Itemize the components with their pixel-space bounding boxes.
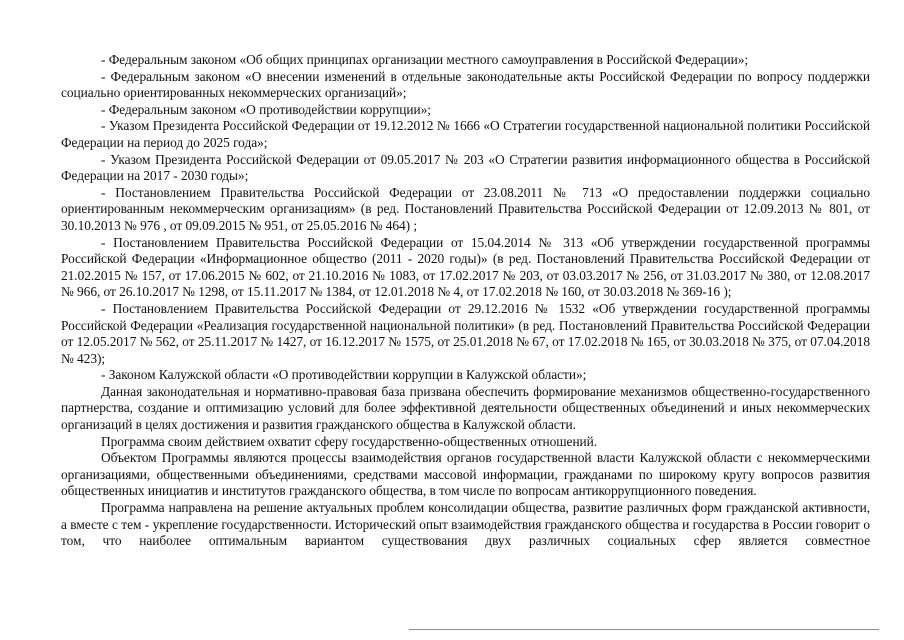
paragraph-program-object: Объектом Программы являются процессы взаимодействия органов государственной власти Калужской области с некоммерческими организациями, общественными объединениями, средствами массовой информации, гражданами по широкому кругу вопросов развития общественных инициатив и институтов гражданского общества, в том числе по вопросам антикоррупционного поведения. (61, 450, 870, 499)
paragraph-federal-law-nonprofit-support: - Федеральным законом «О внесении изменений в отдельные законодательные акты Российской Федерации по вопросу поддержки социально ориентированных некоммерческих организаций»; (61, 68, 870, 101)
paragraph-decree-information-society: - Указом Президента Российской Федерации от 09.05.2017 № 203 «О Стратегии развития информационного общества в Российской Федерации на 2017 - 2030 годы»; (61, 151, 870, 184)
footer-divider (409, 629, 879, 630)
paragraph-program-direction: Программа направлена на решение актуальных проблем консолидации общества, развитие различных форм гражданской активности, а вместе с тем - укрепление государственности. Исторический опыт взаимодействия гражданского общества и государства в России говорит о том, что наиболее оптимальным вариантом существования двух различных социальных сфер является совместное (61, 500, 870, 549)
paragraph-legal-base-purpose: Данная законодательная и нормативно-правовая база призвана обеспечить формирование механизмов общественно-государственного партнерства, создание и оптимизацию условий для более эффективной деятельности общественных объединений и иных некоммерческих организаций в целях достижения и развития гражданского общества в Калужской области. (61, 383, 870, 433)
paragraph-federal-law-anticorruption: - Федеральным законом «О противодействии коррупции»; (101, 101, 431, 117)
paragraph-program-scope: Программа своим действием охватит сферу государственно-общественных отношений. (101, 433, 598, 449)
paragraph-kaluga-anticorruption-law: - Законом Калужской области «О противодействии коррупции в Калужской области»; (101, 367, 587, 383)
paragraph-resolution-713: - Постановлением Правительства Российской Федерации от 23.08.2011 № 713 «О предоставлении поддержки социально ориентированным некоммерческим организациям» (в ред. Постановлений Правительства Российской Федерации от 12.09.2013 № 801, от 30.10.2013 № 976 , от 09.09.2015 № 951, от 25.05.2016 № 464) ; (61, 184, 870, 233)
paragraph-resolution-1532: - Постановлением Правительства Российской Федерации от 29.12.2016 № 1532 «Об утверждении государственной программы Российской Федерации «Реализация государственной национальной политики» (в ред. Постановлений Правительства Российской Федерации от 12.05.2017 № 562, от 25.11.2017 № 1427, от 16.12.2017 № 1575, от 25.01.2018 № 67, от 17.02.2018 № 165, от 30.03.2018 № 375, от 07.04.2018 № 423); (61, 300, 870, 366)
paragraph-federal-law-local-self-government: - Федеральным законом «Об общих принципах организации местного самоуправления в Российской Федерации»; (101, 52, 749, 67)
paragraph-resolution-313: - Постановлением Правительства Российской Федерации от 15.04.2014 № 313 «Об утверждении государственной программы Российской Федерации «Информационное общество (2011 - 2020 годы)» (в ред. Постановлений Правительства Российской Федерации от 21.02.2015 № 157, от 17.06.2015 № 602, от 21.10.2016 № 1083, от 17.02.2017 № 203, от 03.03.2017 № 256, от 31.03.2017 № 380, от 12.08.2017 № 966, от 26.10.2017 № 1298, от 15.11.2017 № 1384, от 12.01.2018 № 4, от 17.02.2018 № 160, от 30.03.2018 № 369-16 ); (61, 234, 870, 300)
paragraph-decree-national-policy: - Указом Президента Российской Федерации от 19.12.2012 № 1666 «О Стратегии государственной национальной политики Российской Федерации на период до 2025 года»; (61, 118, 870, 150)
